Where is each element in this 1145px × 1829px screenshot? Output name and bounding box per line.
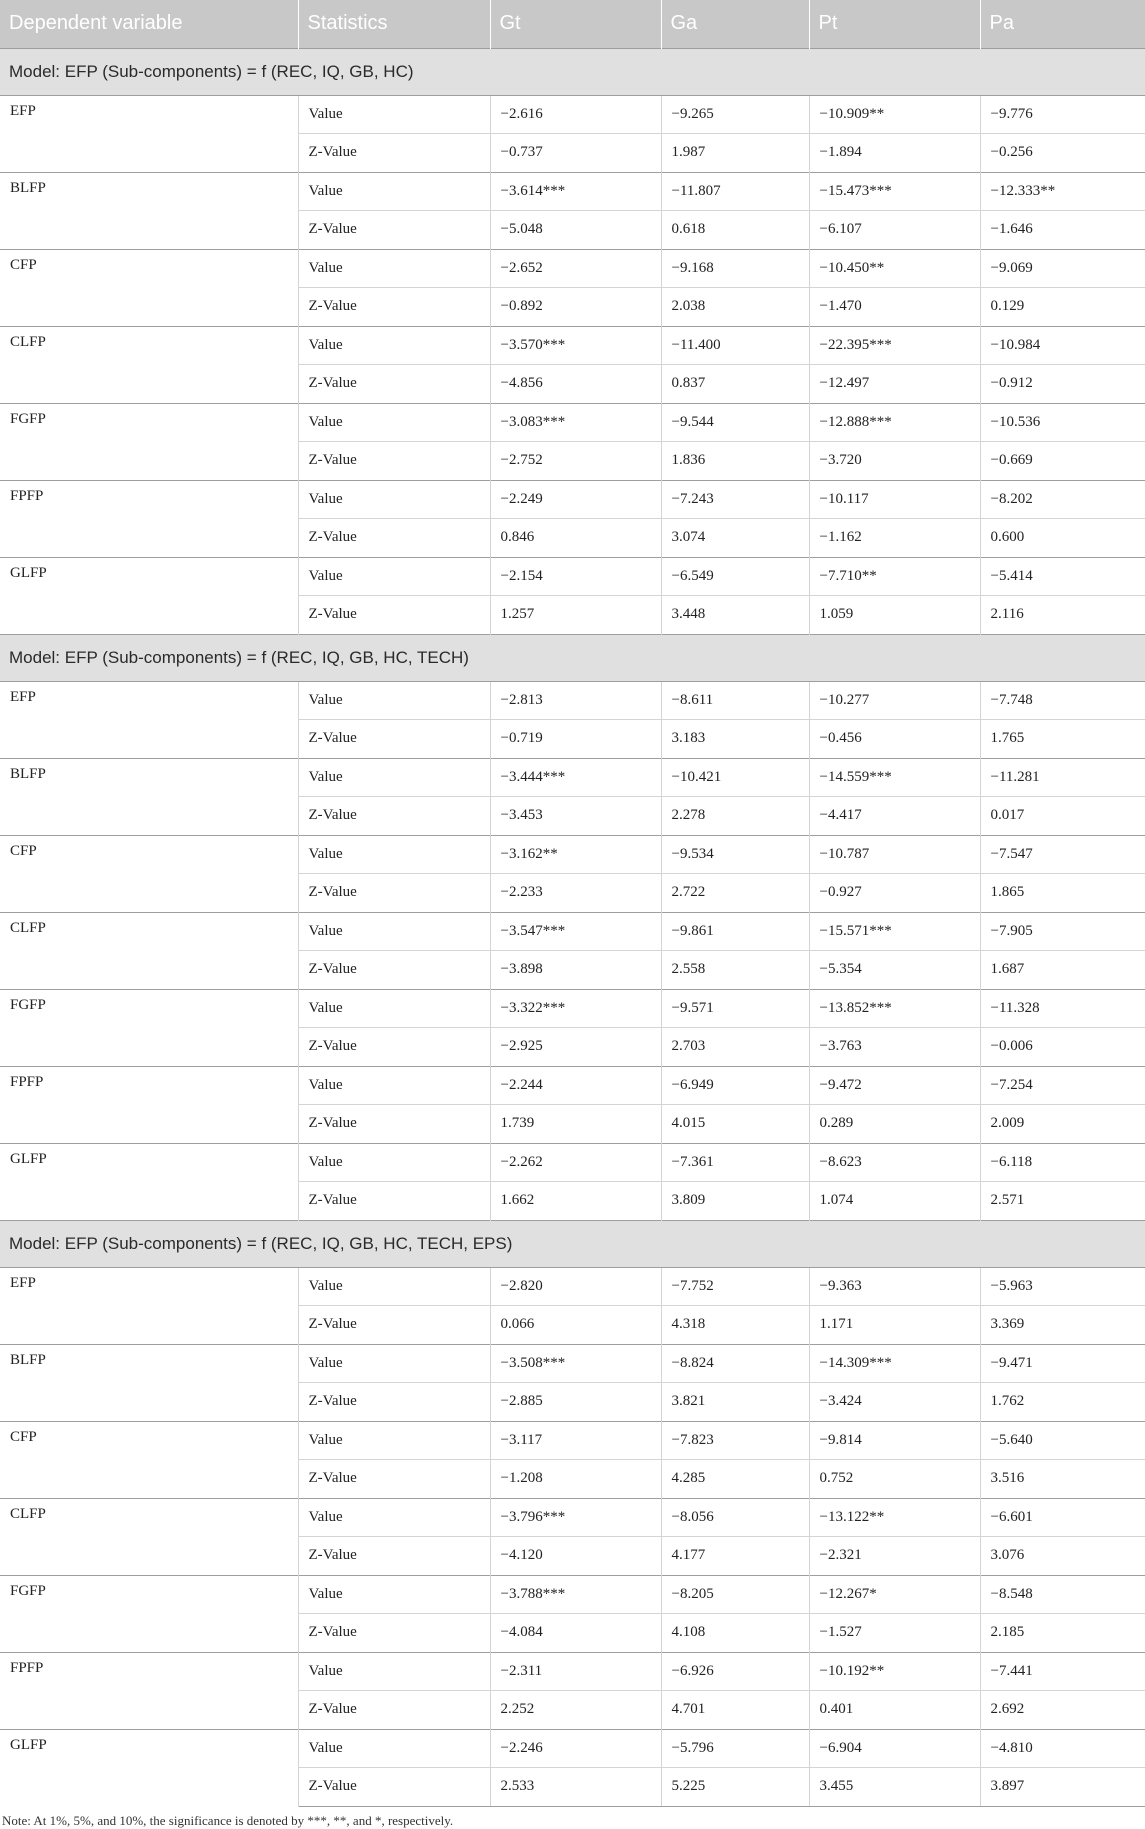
- z-value-cell: −0.669: [980, 442, 1145, 481]
- table-row: [0, 172, 1145, 211]
- value-cell: −8.824: [661, 1344, 809, 1383]
- value-cell: −9.069: [980, 249, 1145, 288]
- header-gt: Gt: [490, 0, 661, 48]
- table-header-row: [0, 0, 1145, 48]
- dependent-variable-cell: BLFP: [0, 1344, 298, 1421]
- value-cell: −3.796***: [490, 1498, 661, 1537]
- value-cell: −11.328: [980, 989, 1145, 1028]
- model-title: Model: EFP (Sub-components) = f (REC, IQ, GB, HC): [0, 48, 1145, 95]
- value-cell: −7.361: [661, 1143, 809, 1182]
- table-row: [0, 912, 1145, 951]
- z-value-cell: 0.846: [490, 519, 661, 558]
- z-value-cell: −1.208: [490, 1460, 661, 1499]
- z-value-cell: 3.809: [661, 1182, 809, 1221]
- table-row: [0, 403, 1145, 442]
- z-value-cell: 1.074: [809, 1182, 980, 1221]
- value-cell: −7.710**: [809, 557, 980, 596]
- dependent-variable-cell: BLFP: [0, 172, 298, 249]
- z-value-cell: −4.856: [490, 365, 661, 404]
- z-value-cell: 2.571: [980, 1182, 1145, 1221]
- table-row: [0, 1575, 1145, 1614]
- value-cell: −6.601: [980, 1498, 1145, 1537]
- value-cell: −5.640: [980, 1421, 1145, 1460]
- statistic-label: Z-Value: [298, 1537, 490, 1576]
- value-cell: −12.333**: [980, 172, 1145, 211]
- z-value-cell: −3.424: [809, 1383, 980, 1422]
- value-cell: −10.192**: [809, 1652, 980, 1691]
- value-cell: −9.814: [809, 1421, 980, 1460]
- model-section-row: [0, 48, 1145, 95]
- header-pt: Pt: [809, 0, 980, 48]
- z-value-cell: −1.162: [809, 519, 980, 558]
- z-value-cell: 2.038: [661, 288, 809, 327]
- dependent-variable-cell: GLFP: [0, 1143, 298, 1220]
- value-cell: −5.963: [980, 1267, 1145, 1306]
- value-cell: −6.949: [661, 1066, 809, 1105]
- statistic-label: Value: [298, 1344, 490, 1383]
- value-cell: −14.309***: [809, 1344, 980, 1383]
- z-value-cell: −0.892: [490, 288, 661, 327]
- table-row: [0, 758, 1145, 797]
- z-value-cell: 0.752: [809, 1460, 980, 1499]
- statistic-label: Value: [298, 758, 490, 797]
- value-cell: −9.534: [661, 835, 809, 874]
- value-cell: −9.168: [661, 249, 809, 288]
- value-cell: −11.807: [661, 172, 809, 211]
- statistic-label: Value: [298, 480, 490, 519]
- z-value-cell: 0.837: [661, 365, 809, 404]
- dependent-variable-cell: EFP: [0, 95, 298, 172]
- table-row: [0, 249, 1145, 288]
- z-value-cell: −3.453: [490, 797, 661, 836]
- z-value-cell: 3.076: [980, 1537, 1145, 1576]
- value-cell: −3.788***: [490, 1575, 661, 1614]
- value-cell: −2.820: [490, 1267, 661, 1306]
- statistic-label: Z-Value: [298, 1614, 490, 1653]
- value-cell: −2.262: [490, 1143, 661, 1182]
- value-cell: −7.254: [980, 1066, 1145, 1105]
- table-row: [0, 480, 1145, 519]
- table-row: [0, 835, 1145, 874]
- value-cell: −3.508***: [490, 1344, 661, 1383]
- value-cell: −9.544: [661, 403, 809, 442]
- z-value-cell: −1.646: [980, 211, 1145, 250]
- model-section-row: [0, 634, 1145, 681]
- header-statistics: Statistics: [298, 0, 490, 48]
- z-value-cell: −2.233: [490, 874, 661, 913]
- z-value-cell: −0.456: [809, 720, 980, 759]
- table-row: [0, 681, 1145, 720]
- statistic-label: Z-Value: [298, 365, 490, 404]
- value-cell: −7.905: [980, 912, 1145, 951]
- z-value-cell: −0.719: [490, 720, 661, 759]
- z-value-cell: 0.129: [980, 288, 1145, 327]
- statistic-label: Value: [298, 1143, 490, 1182]
- statistic-label: Value: [298, 557, 490, 596]
- dependent-variable-cell: GLFP: [0, 1729, 298, 1806]
- z-value-cell: −1.527: [809, 1614, 980, 1653]
- z-value-cell: 2.558: [661, 951, 809, 990]
- statistic-label: Value: [298, 835, 490, 874]
- statistic-label: Z-Value: [298, 1691, 490, 1730]
- z-value-cell: 1.987: [661, 134, 809, 173]
- value-cell: −6.926: [661, 1652, 809, 1691]
- statistic-label: Z-Value: [298, 1460, 490, 1499]
- z-value-cell: 1.171: [809, 1306, 980, 1345]
- table-row: [0, 1344, 1145, 1383]
- z-value-cell: −4.084: [490, 1614, 661, 1653]
- value-cell: −10.421: [661, 758, 809, 797]
- table-row: [0, 1652, 1145, 1691]
- statistic-label: Z-Value: [298, 1105, 490, 1144]
- value-cell: −3.162**: [490, 835, 661, 874]
- value-cell: −10.909**: [809, 95, 980, 134]
- table-body: [0, 48, 1145, 1806]
- z-value-cell: −0.006: [980, 1028, 1145, 1067]
- z-value-cell: 0.618: [661, 211, 809, 250]
- z-value-cell: 5.225: [661, 1768, 809, 1807]
- value-cell: −7.752: [661, 1267, 809, 1306]
- dependent-variable-cell: CLFP: [0, 1498, 298, 1575]
- value-cell: −3.614***: [490, 172, 661, 211]
- z-value-cell: −12.497: [809, 365, 980, 404]
- z-value-cell: 3.183: [661, 720, 809, 759]
- dependent-variable-cell: FPFP: [0, 480, 298, 557]
- value-cell: −3.083***: [490, 403, 661, 442]
- z-value-cell: 2.278: [661, 797, 809, 836]
- dependent-variable-cell: FGFP: [0, 1575, 298, 1652]
- z-value-cell: 1.865: [980, 874, 1145, 913]
- value-cell: −9.776: [980, 95, 1145, 134]
- statistic-label: Value: [298, 249, 490, 288]
- value-cell: −10.277: [809, 681, 980, 720]
- table-row: [0, 1729, 1145, 1768]
- z-value-cell: −0.927: [809, 874, 980, 913]
- z-value-cell: 3.369: [980, 1306, 1145, 1345]
- value-cell: −9.472: [809, 1066, 980, 1105]
- statistic-label: Value: [298, 1421, 490, 1460]
- statistic-label: Z-Value: [298, 1306, 490, 1345]
- value-cell: −11.281: [980, 758, 1145, 797]
- dependent-variable-cell: FPFP: [0, 1652, 298, 1729]
- statistic-label: Value: [298, 326, 490, 365]
- z-value-cell: 3.821: [661, 1383, 809, 1422]
- value-cell: −15.571***: [809, 912, 980, 951]
- value-cell: −10.984: [980, 326, 1145, 365]
- dependent-variable-cell: CFP: [0, 835, 298, 912]
- z-value-cell: 1.836: [661, 442, 809, 481]
- z-value-cell: 0.401: [809, 1691, 980, 1730]
- value-cell: −6.904: [809, 1729, 980, 1768]
- dependent-variable-cell: CLFP: [0, 326, 298, 403]
- table-row: [0, 1267, 1145, 1306]
- value-cell: −2.246: [490, 1729, 661, 1768]
- value-cell: −3.117: [490, 1421, 661, 1460]
- z-value-cell: −4.120: [490, 1537, 661, 1576]
- header-ga: Ga: [661, 0, 809, 48]
- value-cell: −2.154: [490, 557, 661, 596]
- dependent-variable-cell: EFP: [0, 1267, 298, 1344]
- value-cell: −8.623: [809, 1143, 980, 1182]
- value-cell: −9.861: [661, 912, 809, 951]
- statistic-label: Z-Value: [298, 1768, 490, 1807]
- z-value-cell: −6.107: [809, 211, 980, 250]
- statistic-label: Z-Value: [298, 211, 490, 250]
- z-value-cell: −2.925: [490, 1028, 661, 1067]
- z-value-cell: −0.256: [980, 134, 1145, 173]
- z-value-cell: −3.763: [809, 1028, 980, 1067]
- value-cell: −10.787: [809, 835, 980, 874]
- value-cell: −9.571: [661, 989, 809, 1028]
- statistic-label: Value: [298, 989, 490, 1028]
- statistic-label: Value: [298, 912, 490, 951]
- z-value-cell: 4.108: [661, 1614, 809, 1653]
- statistic-label: Value: [298, 1652, 490, 1691]
- z-value-cell: 1.762: [980, 1383, 1145, 1422]
- z-value-cell: 2.533: [490, 1768, 661, 1807]
- table-row: [0, 989, 1145, 1028]
- value-cell: −5.414: [980, 557, 1145, 596]
- z-value-cell: −3.720: [809, 442, 980, 481]
- value-cell: −3.322***: [490, 989, 661, 1028]
- z-value-cell: −1.470: [809, 288, 980, 327]
- header-pa: Pa: [980, 0, 1145, 48]
- value-cell: −7.441: [980, 1652, 1145, 1691]
- z-value-cell: 4.015: [661, 1105, 809, 1144]
- value-cell: −11.400: [661, 326, 809, 365]
- statistic-label: Value: [298, 1729, 490, 1768]
- dependent-variable-cell: GLFP: [0, 557, 298, 634]
- table-row: [0, 1498, 1145, 1537]
- statistic-label: Z-Value: [298, 1028, 490, 1067]
- statistic-label: Value: [298, 1498, 490, 1537]
- z-value-cell: −0.912: [980, 365, 1145, 404]
- z-value-cell: −5.354: [809, 951, 980, 990]
- z-value-cell: 1.687: [980, 951, 1145, 990]
- value-cell: −2.813: [490, 681, 661, 720]
- value-cell: −9.471: [980, 1344, 1145, 1383]
- statistic-label: Value: [298, 403, 490, 442]
- z-value-cell: −0.737: [490, 134, 661, 173]
- statistic-label: Value: [298, 1575, 490, 1614]
- statistic-label: Z-Value: [298, 442, 490, 481]
- value-cell: −13.122**: [809, 1498, 980, 1537]
- dependent-variable-cell: FPFP: [0, 1066, 298, 1143]
- z-value-cell: 0.600: [980, 519, 1145, 558]
- table-note: Note: At 1%, 5%, and 10%, the significance is denoted by ***, **, and *, respectively.: [2, 1812, 454, 1828]
- dependent-variable-cell: BLFP: [0, 758, 298, 835]
- value-cell: −8.056: [661, 1498, 809, 1537]
- table-row: [0, 95, 1145, 134]
- model-title: Model: EFP (Sub-components) = f (REC, IQ, GB, HC, TECH, EPS): [0, 1220, 1145, 1267]
- dependent-variable-cell: CFP: [0, 1421, 298, 1498]
- z-value-cell: −4.417: [809, 797, 980, 836]
- dependent-variable-cell: CFP: [0, 249, 298, 326]
- z-value-cell: −2.885: [490, 1383, 661, 1422]
- table-row: [0, 326, 1145, 365]
- statistic-label: Value: [298, 95, 490, 134]
- z-value-cell: 3.074: [661, 519, 809, 558]
- dependent-variable-cell: FGFP: [0, 403, 298, 480]
- value-cell: −12.888***: [809, 403, 980, 442]
- statistic-label: Z-Value: [298, 1383, 490, 1422]
- value-cell: −5.796: [661, 1729, 809, 1768]
- z-value-cell: 0.017: [980, 797, 1145, 836]
- statistic-label: Z-Value: [298, 596, 490, 635]
- z-value-cell: 1.765: [980, 720, 1145, 759]
- z-value-cell: −1.894: [809, 134, 980, 173]
- value-cell: −10.117: [809, 480, 980, 519]
- z-value-cell: 2.703: [661, 1028, 809, 1067]
- z-value-cell: 2.185: [980, 1614, 1145, 1653]
- z-value-cell: 2.116: [980, 596, 1145, 635]
- z-value-cell: −5.048: [490, 211, 661, 250]
- value-cell: −12.267*: [809, 1575, 980, 1614]
- statistic-label: Z-Value: [298, 951, 490, 990]
- value-cell: −2.616: [490, 95, 661, 134]
- value-cell: −8.611: [661, 681, 809, 720]
- value-cell: −8.202: [980, 480, 1145, 519]
- z-value-cell: 0.066: [490, 1306, 661, 1345]
- value-cell: −7.823: [661, 1421, 809, 1460]
- statistic-label: Z-Value: [298, 288, 490, 327]
- value-cell: −9.363: [809, 1267, 980, 1306]
- dependent-variable-cell: EFP: [0, 681, 298, 758]
- value-cell: −9.265: [661, 95, 809, 134]
- value-cell: −2.311: [490, 1652, 661, 1691]
- model-title: Model: EFP (Sub-components) = f (REC, IQ, GB, HC, TECH): [0, 634, 1145, 681]
- z-value-cell: 3.455: [809, 1768, 980, 1807]
- z-value-cell: 1.257: [490, 596, 661, 635]
- value-cell: −7.243: [661, 480, 809, 519]
- value-cell: −10.450**: [809, 249, 980, 288]
- z-value-cell: 2.692: [980, 1691, 1145, 1730]
- value-cell: −7.547: [980, 835, 1145, 874]
- z-value-cell: 2.252: [490, 1691, 661, 1730]
- value-cell: −3.570***: [490, 326, 661, 365]
- value-cell: −6.118: [980, 1143, 1145, 1182]
- value-cell: −2.652: [490, 249, 661, 288]
- value-cell: −2.249: [490, 480, 661, 519]
- statistic-label: Value: [298, 681, 490, 720]
- z-value-cell: 3.897: [980, 1768, 1145, 1807]
- z-value-cell: 4.701: [661, 1691, 809, 1730]
- statistic-label: Z-Value: [298, 1182, 490, 1221]
- value-cell: −8.548: [980, 1575, 1145, 1614]
- value-cell: −22.395***: [809, 326, 980, 365]
- header-dependent-variable: Dependent variable: [0, 0, 298, 48]
- dependent-variable-cell: CLFP: [0, 912, 298, 989]
- z-value-cell: 4.177: [661, 1537, 809, 1576]
- value-cell: −3.547***: [490, 912, 661, 951]
- value-cell: −8.205: [661, 1575, 809, 1614]
- z-value-cell: −2.321: [809, 1537, 980, 1576]
- z-value-cell: −3.898: [490, 951, 661, 990]
- value-cell: −10.536: [980, 403, 1145, 442]
- statistic-label: Z-Value: [298, 134, 490, 173]
- statistic-label: Value: [298, 1267, 490, 1306]
- table-row: [0, 557, 1145, 596]
- z-value-cell: 1.662: [490, 1182, 661, 1221]
- z-value-cell: 4.285: [661, 1460, 809, 1499]
- z-value-cell: 1.739: [490, 1105, 661, 1144]
- value-cell: −3.444***: [490, 758, 661, 797]
- z-value-cell: 2.009: [980, 1105, 1145, 1144]
- statistic-label: Value: [298, 1066, 490, 1105]
- statistic-label: Z-Value: [298, 519, 490, 558]
- statistic-label: Z-Value: [298, 797, 490, 836]
- model-section-row: [0, 1220, 1145, 1267]
- dependent-variable-cell: FGFP: [0, 989, 298, 1066]
- value-cell: −4.810: [980, 1729, 1145, 1768]
- value-cell: −15.473***: [809, 172, 980, 211]
- value-cell: −7.748: [980, 681, 1145, 720]
- z-value-cell: 1.059: [809, 596, 980, 635]
- table-row: [0, 1066, 1145, 1105]
- z-value-cell: 0.289: [809, 1105, 980, 1144]
- value-cell: −6.549: [661, 557, 809, 596]
- statistic-label: Z-Value: [298, 874, 490, 913]
- statistic-label: Z-Value: [298, 720, 490, 759]
- table-row: [0, 1421, 1145, 1460]
- z-value-cell: 3.448: [661, 596, 809, 635]
- value-cell: −14.559***: [809, 758, 980, 797]
- z-value-cell: 2.722: [661, 874, 809, 913]
- statistic-label: Value: [298, 172, 490, 211]
- z-value-cell: 3.516: [980, 1460, 1145, 1499]
- table-row: [0, 1143, 1145, 1182]
- value-cell: −2.244: [490, 1066, 661, 1105]
- z-value-cell: 4.318: [661, 1306, 809, 1345]
- z-value-cell: −2.752: [490, 442, 661, 481]
- value-cell: −13.852***: [809, 989, 980, 1028]
